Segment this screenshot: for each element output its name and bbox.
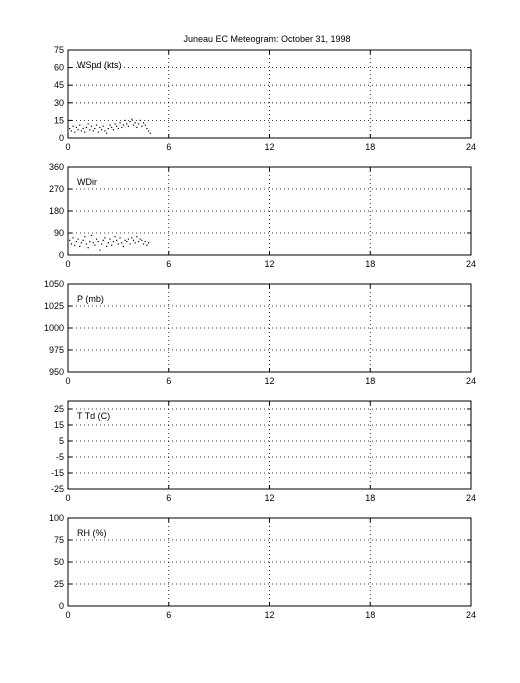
x-tick-label: 24 — [465, 493, 477, 503]
data-point — [141, 126, 142, 127]
data-point — [69, 240, 70, 241]
data-point — [84, 132, 85, 133]
data-point — [93, 130, 94, 131]
data-point — [83, 128, 84, 129]
data-point — [130, 243, 131, 244]
y-tick-label: 0 — [58, 250, 64, 260]
x-tick-label: 0 — [65, 142, 71, 152]
y-tick-label: 25 — [53, 404, 64, 414]
data-point — [128, 126, 129, 127]
data-point — [135, 122, 136, 123]
data-point — [79, 246, 80, 247]
data-point — [88, 247, 89, 248]
x-tick-label: 0 — [65, 259, 71, 269]
data-point — [138, 123, 139, 124]
data-point — [113, 129, 114, 130]
data-point — [121, 127, 122, 128]
data-point — [77, 239, 78, 240]
data-point — [136, 127, 137, 128]
data-point — [89, 241, 90, 242]
x-tick-label: 24 — [465, 259, 477, 269]
y-tick-label: 25 — [53, 579, 64, 589]
data-point — [118, 243, 119, 244]
data-point — [76, 127, 77, 128]
data-point — [104, 130, 105, 131]
data-point — [99, 250, 100, 251]
y-tick-label: 180 — [48, 206, 64, 216]
panel-2 — [49, 162, 476, 269]
y-tick-label: 950 — [48, 367, 64, 377]
data-point — [108, 242, 109, 243]
data-point — [143, 243, 144, 244]
x-tick-label: 24 — [465, 610, 477, 620]
y-tick-label: 270 — [48, 184, 64, 194]
data-point — [133, 240, 134, 241]
x-tick-label: 12 — [264, 493, 275, 503]
data-point — [71, 130, 72, 131]
x-tick-label: 12 — [264, 259, 275, 269]
data-point — [98, 132, 99, 133]
data-point — [83, 240, 84, 241]
data-point — [71, 243, 72, 244]
y-tick-label: 360 — [48, 162, 64, 172]
data-point — [99, 127, 100, 128]
data-point — [74, 245, 75, 246]
x-tick-label: 24 — [465, 142, 477, 152]
x-tick-label: 18 — [365, 259, 376, 269]
data-point — [98, 241, 99, 242]
data-point — [135, 242, 136, 243]
data-point — [72, 126, 73, 127]
x-tick-label: 0 — [65, 493, 71, 503]
data-point — [119, 122, 120, 123]
data-point — [96, 124, 97, 125]
y-tick-label: 100 — [48, 513, 64, 523]
y-axis-label: P (mb) — [77, 294, 104, 304]
y-tick-label: 50 — [53, 557, 64, 567]
data-point — [81, 242, 82, 243]
x-tick-label: 12 — [264, 376, 275, 386]
data-point — [94, 128, 95, 129]
data-point — [140, 239, 141, 240]
x-tick-label: 6 — [166, 493, 172, 503]
data-point — [121, 242, 122, 243]
data-point — [131, 119, 132, 120]
data-point — [113, 241, 114, 242]
data-point — [148, 242, 149, 243]
data-point — [123, 124, 124, 125]
y-tick-label: 30 — [53, 97, 64, 108]
y-tick-label: 1000 — [43, 323, 64, 333]
data-point — [108, 128, 109, 129]
data-point — [86, 127, 87, 128]
data-point — [109, 124, 110, 125]
y-axis-label: RH (%) — [77, 528, 107, 538]
y-tick-label: 1025 — [43, 301, 64, 311]
data-point — [93, 242, 94, 243]
data-point — [145, 241, 146, 242]
x-tick-label: 18 — [365, 493, 376, 503]
y-tick-label: 15 — [53, 115, 64, 126]
x-tick-label: 0 — [65, 376, 71, 386]
x-tick-label: 18 — [365, 376, 376, 386]
data-point — [79, 124, 80, 125]
y-tick-label: 75 — [53, 535, 64, 545]
y-tick-label: 45 — [53, 80, 64, 91]
data-point — [124, 240, 125, 241]
x-tick-label: 18 — [365, 142, 376, 152]
y-tick-label: 15 — [53, 420, 64, 430]
y-tick-label: 60 — [53, 62, 64, 73]
x-tick-label: 6 — [166, 142, 172, 152]
data-point — [136, 236, 137, 237]
data-point — [106, 133, 107, 134]
data-point — [141, 240, 142, 241]
data-point — [89, 129, 90, 130]
data-point — [123, 246, 124, 247]
y-tick-label: 90 — [53, 228, 64, 238]
figure-title: Juneau EC Meteogram: October 31, 1998 — [183, 34, 351, 44]
data-point — [104, 237, 105, 238]
panel-1 — [54, 45, 476, 152]
x-tick-label: 12 — [264, 610, 275, 620]
data-point — [88, 123, 89, 124]
data-point — [124, 120, 125, 121]
panel-5 — [49, 513, 476, 620]
y-tick-label: 975 — [48, 345, 64, 355]
x-tick-label: 6 — [166, 610, 172, 620]
data-point — [118, 128, 119, 129]
data-point — [84, 236, 85, 237]
x-tick-label: 6 — [166, 259, 172, 269]
data-point — [72, 237, 73, 238]
data-point — [74, 132, 75, 133]
data-point — [86, 243, 87, 244]
data-point — [76, 241, 77, 242]
x-tick-label: 6 — [166, 376, 172, 386]
data-point — [146, 245, 147, 246]
data-point — [114, 123, 115, 124]
data-point — [116, 240, 117, 241]
data-point — [69, 128, 70, 129]
data-point — [128, 239, 129, 240]
x-tick-label: 12 — [264, 142, 275, 152]
panel-3 — [44, 279, 476, 386]
y-tick-label: -15 — [50, 468, 64, 478]
data-point — [91, 235, 92, 236]
data-point — [131, 237, 132, 238]
data-point — [103, 126, 104, 127]
panel-4 — [51, 401, 476, 503]
x-tick-label: 18 — [365, 610, 376, 620]
data-point — [150, 133, 151, 134]
y-axis-label: WDir — [77, 177, 97, 187]
data-point — [77, 129, 78, 130]
data-point — [148, 130, 149, 131]
data-point — [111, 127, 112, 128]
data-point — [126, 241, 127, 242]
data-point — [81, 130, 82, 131]
y-tick-label: 1050 — [43, 279, 64, 289]
data-point — [106, 246, 107, 247]
data-point — [96, 239, 97, 240]
x-tick-label: 0 — [65, 610, 71, 620]
data-point — [94, 245, 95, 246]
y-tick-label: -25 — [50, 484, 64, 494]
y-axis-label: T Td (C) — [77, 411, 111, 421]
y-tick-label: 0 — [58, 601, 64, 611]
data-point — [119, 237, 120, 238]
data-point — [91, 126, 92, 127]
data-point — [103, 240, 104, 241]
data-point — [101, 243, 102, 244]
y-tick-label: -5 — [55, 452, 64, 462]
data-point — [130, 121, 131, 122]
data-point — [133, 124, 134, 125]
data-point — [109, 239, 110, 240]
data-point — [138, 241, 139, 242]
y-axis-label: WSpd (kts) — [77, 60, 122, 70]
y-tick-label: 5 — [58, 436, 64, 446]
data-point — [114, 236, 115, 237]
data-point — [126, 123, 127, 124]
data-point — [140, 120, 141, 121]
data-point — [101, 129, 102, 130]
y-tick-label: 75 — [53, 45, 64, 55]
data-point — [111, 245, 112, 246]
data-point — [146, 128, 147, 129]
data-point — [116, 126, 117, 127]
data-point — [145, 124, 146, 125]
y-tick-label: 0 — [58, 133, 64, 143]
data-point — [143, 122, 144, 123]
x-tick-label: 24 — [465, 376, 477, 386]
